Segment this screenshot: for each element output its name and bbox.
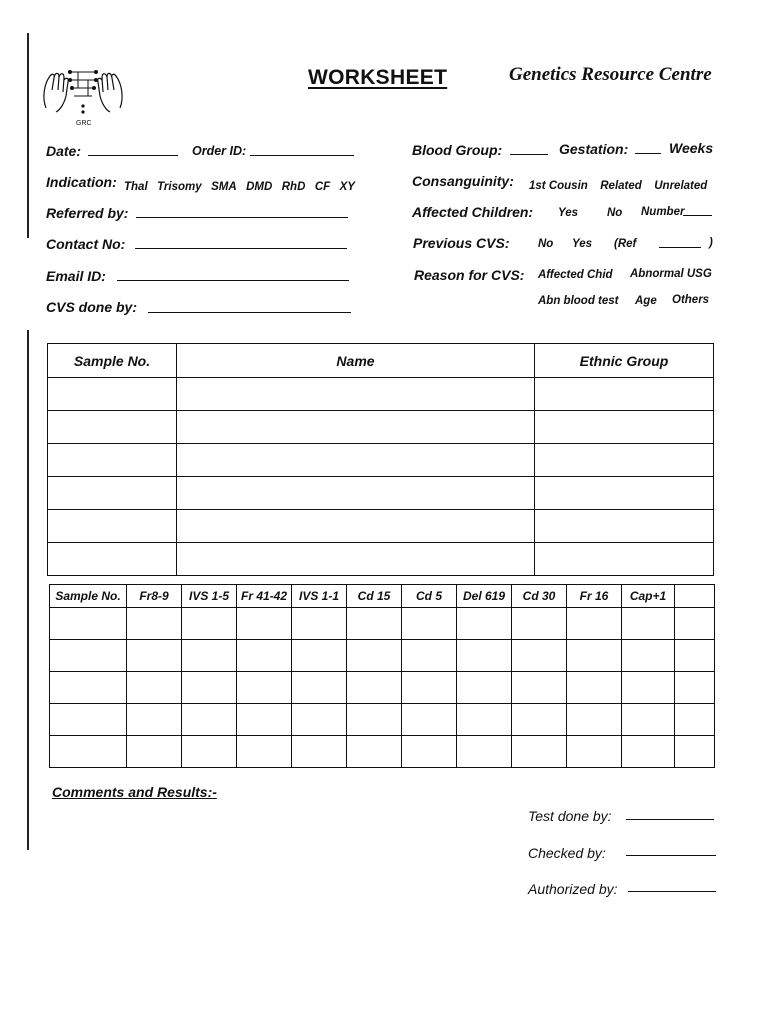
- table-cell[interactable]: [127, 672, 182, 704]
- table-cell[interactable]: [567, 736, 622, 768]
- table-cell[interactable]: [127, 608, 182, 640]
- checked-by-field[interactable]: [626, 855, 716, 856]
- reason-option-others[interactable]: Others: [672, 294, 710, 306]
- table-cell[interactable]: [675, 736, 715, 768]
- table-cell[interactable]: [237, 704, 292, 736]
- table-cell[interactable]: [50, 736, 127, 768]
- table-cell[interactable]: [347, 672, 402, 704]
- sample-no-header: Sample No.: [48, 344, 177, 378]
- blood-group-label: Blood Group:: [412, 142, 503, 158]
- previous-ref-field[interactable]: [659, 247, 701, 248]
- reason-option-abn-blood-test[interactable]: Abn blood test: [538, 295, 619, 307]
- consanguinity-option-1st-cousin[interactable]: 1st Cousin: [529, 180, 588, 192]
- table-cell[interactable]: [292, 608, 347, 640]
- mutation-header-6: Cd 5: [402, 585, 457, 608]
- table-cell[interactable]: [347, 736, 402, 768]
- date-field[interactable]: [88, 155, 178, 156]
- table-cell[interactable]: [457, 704, 512, 736]
- sample-table: [47, 343, 714, 576]
- table-cell[interactable]: [177, 477, 535, 510]
- mutation-header-1: Fr8-9: [127, 585, 182, 608]
- consanguinity-option-related[interactable]: Related: [600, 180, 642, 192]
- table-cell[interactable]: [622, 704, 675, 736]
- authorized-by-field[interactable]: [628, 891, 716, 892]
- table-cell[interactable]: [535, 543, 714, 576]
- checked-by-label: Checked by:: [528, 845, 606, 861]
- table-cell[interactable]: [50, 672, 127, 704]
- table-cell[interactable]: [675, 704, 715, 736]
- mutation-header-9: Fr 16: [567, 585, 622, 608]
- table-cell[interactable]: [292, 736, 347, 768]
- table-row: [50, 704, 715, 736]
- table-cell[interactable]: [567, 608, 622, 640]
- reason-for-cvs-label: Reason for CVS:: [414, 267, 525, 283]
- table-cell[interactable]: [675, 608, 715, 640]
- contact-no-label: Contact No:: [46, 236, 126, 252]
- table-cell[interactable]: [457, 640, 512, 672]
- table-cell[interactable]: [402, 640, 457, 672]
- margin-line-top: [27, 33, 29, 238]
- table-cell[interactable]: [237, 608, 292, 640]
- ethnic-group-header: Ethnic Group: [535, 344, 714, 378]
- mutation-header-0: Sample No.: [50, 585, 127, 608]
- date-label: Date:: [46, 143, 82, 159]
- mutation-header-7: Del 619: [457, 585, 512, 608]
- table-cell[interactable]: [622, 608, 675, 640]
- previous-ref-label: (Ref: [614, 238, 637, 250]
- reason-option-affected-chid[interactable]: Affected Chid: [538, 269, 613, 281]
- table-cell[interactable]: [50, 704, 127, 736]
- table-cell[interactable]: [237, 736, 292, 768]
- table-cell[interactable]: [622, 640, 675, 672]
- table-cell[interactable]: [48, 510, 177, 543]
- table-cell[interactable]: [402, 704, 457, 736]
- affected-option-no[interactable]: No: [607, 207, 623, 219]
- authorized-by-label: Authorized by:: [528, 881, 618, 897]
- table-cell[interactable]: [347, 704, 402, 736]
- table-cell[interactable]: [182, 736, 237, 768]
- table-cell[interactable]: [675, 672, 715, 704]
- email-id-label: Email ID:: [46, 268, 106, 284]
- mutation-table-header: [50, 585, 715, 608]
- table-cell[interactable]: [127, 640, 182, 672]
- table-cell[interactable]: [177, 543, 535, 576]
- previous-option-yes[interactable]: Yes: [572, 238, 593, 250]
- centre-name: Genetics Resource Centre: [509, 64, 712, 85]
- table-row: [48, 510, 714, 543]
- mutation-header-11: [675, 585, 715, 608]
- affected-number-field[interactable]: [683, 215, 712, 216]
- table-row: [50, 608, 715, 640]
- table-cell[interactable]: [48, 444, 177, 477]
- indication-option-trisomy[interactable]: Trisomy: [157, 181, 202, 193]
- consanguinity-options: [529, 176, 707, 194]
- reason-option-age[interactable]: Age: [635, 295, 657, 307]
- mutation-table: [49, 584, 715, 768]
- table-cell[interactable]: [182, 672, 237, 704]
- cvs-done-by-label: CVS done by:: [46, 299, 138, 315]
- mutation-header-10: Cap+1: [622, 585, 675, 608]
- consanguinity-option-unrelated[interactable]: Unrelated: [654, 180, 708, 192]
- indication-option-rhd[interactable]: RhD: [281, 181, 306, 193]
- table-cell[interactable]: [675, 640, 715, 672]
- consanguinity-label: Consanguinity:: [412, 173, 514, 189]
- table-row: [50, 672, 715, 704]
- reason-option-abnormal-usg[interactable]: Abnormal USG: [630, 268, 712, 280]
- previous-cvs-label: Previous CVS:: [413, 235, 510, 251]
- referred-by-field[interactable]: [136, 217, 348, 218]
- weeks-label: Weeks: [669, 140, 714, 156]
- table-cell[interactable]: [237, 672, 292, 704]
- table-cell[interactable]: [512, 608, 567, 640]
- table-cell[interactable]: [182, 704, 237, 736]
- indication-option-dmd[interactable]: DMD: [246, 181, 273, 193]
- grc-logo: [40, 64, 126, 130]
- table-cell[interactable]: [402, 736, 457, 768]
- table-cell[interactable]: [512, 736, 567, 768]
- table-cell[interactable]: [48, 543, 177, 576]
- table-cell[interactable]: [177, 378, 535, 411]
- table-cell[interactable]: [50, 608, 127, 640]
- page-title: WORKSHEET: [308, 66, 448, 89]
- table-cell[interactable]: [177, 411, 535, 444]
- table-cell[interactable]: [622, 736, 675, 768]
- table-cell[interactable]: [347, 608, 402, 640]
- table-cell[interactable]: [127, 736, 182, 768]
- table-cell[interactable]: [457, 672, 512, 704]
- affected-children-label: Affected Children:: [412, 204, 534, 220]
- sample-table-body: [48, 378, 714, 576]
- table-cell[interactable]: [402, 672, 457, 704]
- table-cell[interactable]: [457, 608, 512, 640]
- table-row: [48, 444, 714, 477]
- table-cell[interactable]: [567, 640, 622, 672]
- table-cell[interactable]: [535, 411, 714, 444]
- table-cell[interactable]: [535, 510, 714, 543]
- test-done-by-label: Test done by:: [528, 808, 612, 824]
- table-cell[interactable]: [292, 640, 347, 672]
- gestation-label: Gestation:: [559, 141, 629, 157]
- indication-options: [124, 177, 355, 195]
- logo-text: GRC: [76, 120, 92, 127]
- mutation-header-3: Fr 41-42: [237, 585, 292, 608]
- table-cell[interactable]: [182, 640, 237, 672]
- table-row: [50, 640, 715, 672]
- table-cell[interactable]: [535, 378, 714, 411]
- table-row: [50, 736, 715, 768]
- mutation-header-5: Cd 15: [347, 585, 402, 608]
- comments-area[interactable]: [52, 806, 492, 956]
- blood-group-field[interactable]: [510, 154, 548, 155]
- order-id-field[interactable]: [250, 155, 354, 156]
- sample-table-header: [48, 344, 714, 378]
- indication-label: Indication:: [46, 174, 117, 190]
- comments-heading: Comments and Results:-: [52, 784, 217, 800]
- test-done-by-field[interactable]: [626, 819, 714, 820]
- table-cell[interactable]: [48, 477, 177, 510]
- table-cell[interactable]: [127, 704, 182, 736]
- mutation-header-8: Cd 30: [512, 585, 567, 608]
- margin-line-bottom: [27, 330, 29, 850]
- table-cell[interactable]: [48, 378, 177, 411]
- table-cell[interactable]: [237, 640, 292, 672]
- gestation-field[interactable]: [635, 153, 661, 154]
- table-row: [48, 543, 714, 576]
- indication-option-xy[interactable]: XY: [339, 181, 355, 193]
- table-cell[interactable]: [567, 704, 622, 736]
- referred-by-label: Referred by:: [46, 205, 129, 221]
- affected-option-yes[interactable]: Yes: [558, 207, 579, 219]
- table-row: [48, 477, 714, 510]
- table-cell[interactable]: [50, 640, 127, 672]
- table-cell[interactable]: [512, 672, 567, 704]
- mutation-header-4: IVS 1-1: [292, 585, 347, 608]
- table-cell[interactable]: [567, 672, 622, 704]
- table-cell[interactable]: [177, 444, 535, 477]
- table-cell[interactable]: [457, 736, 512, 768]
- email-id-field[interactable]: [117, 280, 349, 281]
- indication-option-cf[interactable]: CF: [314, 181, 331, 193]
- table-cell[interactable]: [622, 672, 675, 704]
- name-header: Name: [177, 344, 535, 378]
- table-cell[interactable]: [48, 411, 177, 444]
- affected-option-number: Number: [641, 206, 685, 218]
- table-cell[interactable]: [535, 477, 714, 510]
- table-cell[interactable]: [292, 704, 347, 736]
- mutation-header-2: IVS 1-5: [182, 585, 237, 608]
- table-cell[interactable]: [535, 444, 714, 477]
- table-cell[interactable]: [402, 608, 457, 640]
- table-cell[interactable]: [182, 608, 237, 640]
- mutation-table-body: [50, 608, 715, 768]
- previous-option-no[interactable]: No: [538, 238, 554, 250]
- table-cell[interactable]: [347, 640, 402, 672]
- table-row: [48, 411, 714, 444]
- cvs-done-by-field[interactable]: [148, 312, 351, 313]
- order-id-label: Order ID:: [192, 144, 247, 158]
- table-cell[interactable]: [177, 510, 535, 543]
- table-cell[interactable]: [512, 704, 567, 736]
- previous-ref-close: ): [709, 237, 713, 249]
- table-row: [48, 378, 714, 411]
- indication-option-thal[interactable]: Thal: [124, 181, 148, 193]
- contact-no-field[interactable]: [135, 248, 347, 249]
- table-cell[interactable]: [292, 672, 347, 704]
- indication-option-sma[interactable]: SMA: [211, 181, 237, 193]
- table-cell[interactable]: [512, 640, 567, 672]
